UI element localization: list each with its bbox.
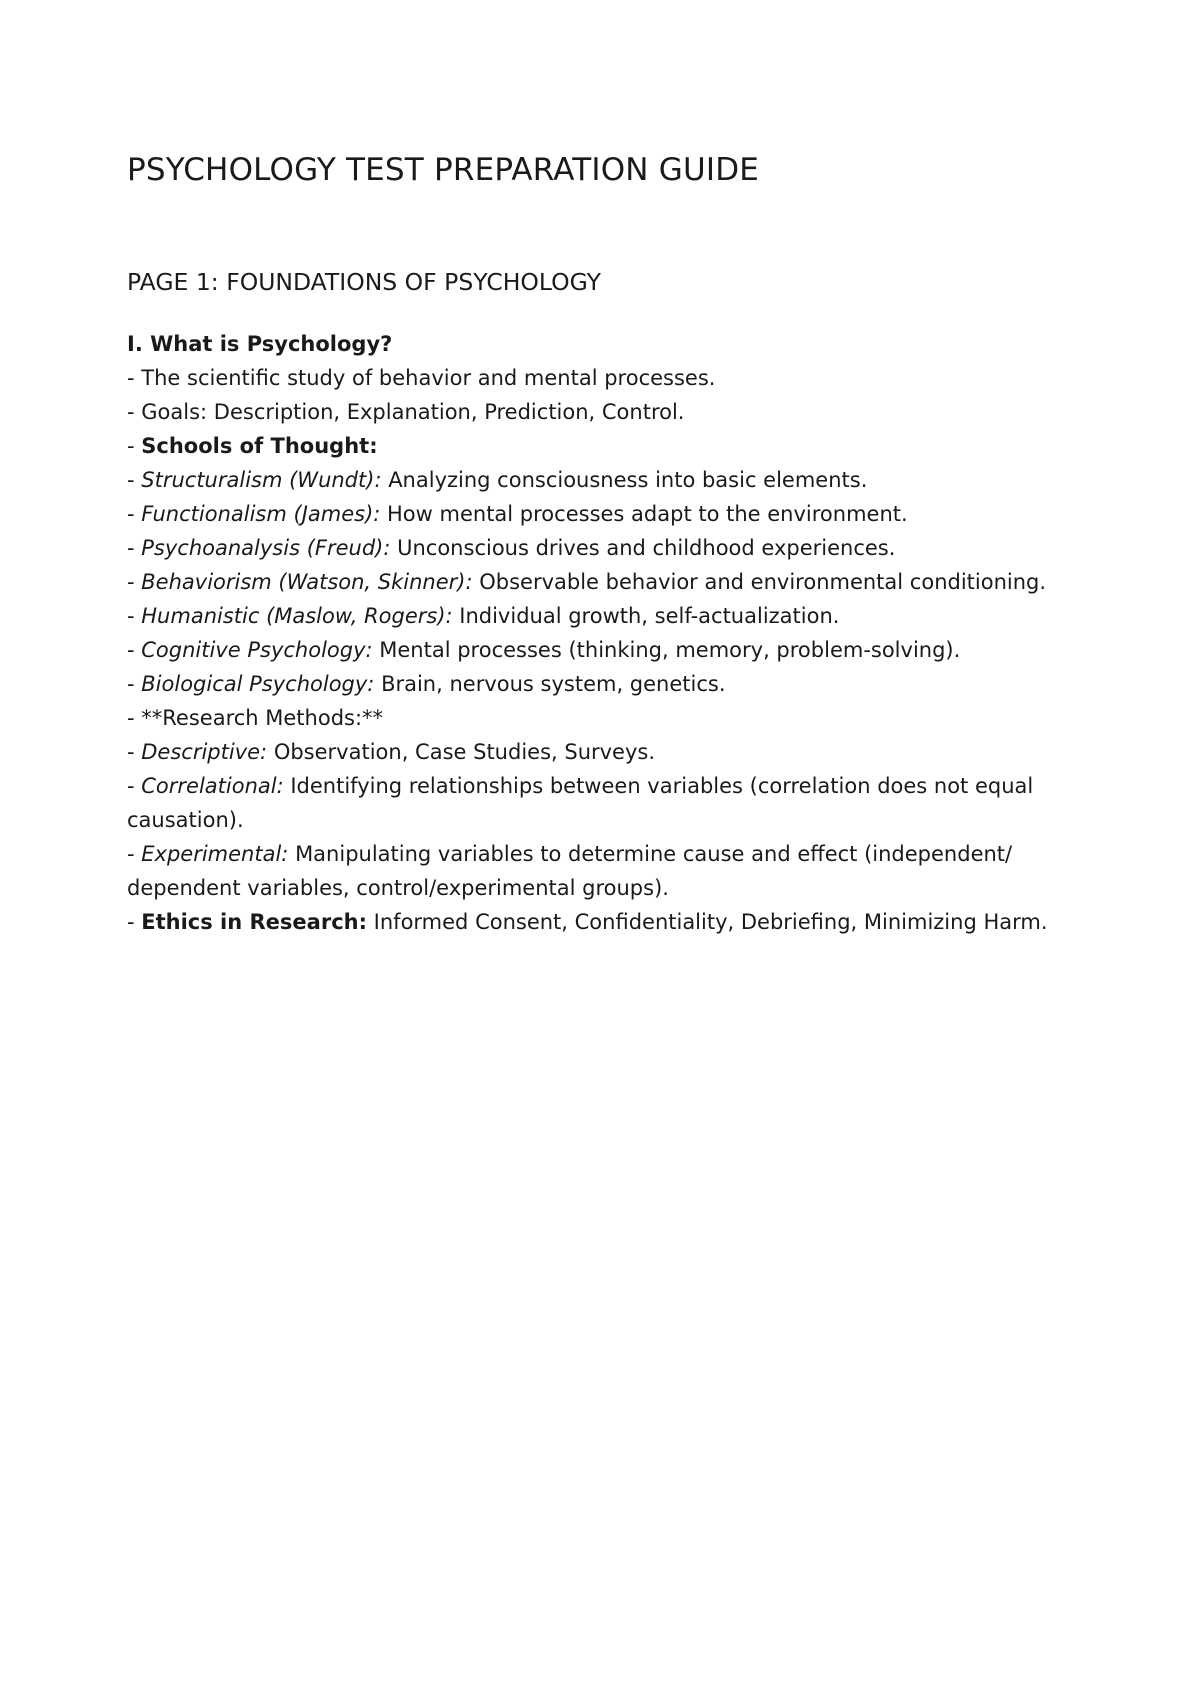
list-item-term: Experimental: <box>141 842 289 866</box>
list-item <box>127 667 1087 701</box>
list-item-prefix: - <box>127 706 142 730</box>
list-item <box>127 531 1087 565</box>
list-item-prefix: - <box>127 842 142 866</box>
list-item-text: Individual growth, self-actualization. <box>452 604 840 628</box>
list-item <box>127 633 1087 667</box>
list-item <box>127 905 1087 939</box>
list-item-text: Informed Consent, Confidentiality, Debriefing, Minimizing Harm. <box>367 910 1048 934</box>
list-item-term: Humanistic (Maslow, Rogers): <box>141 604 453 628</box>
list-item <box>127 735 1087 769</box>
list-item <box>127 769 1087 837</box>
list-item <box>127 361 1087 395</box>
list-item <box>127 429 1087 463</box>
list-item-text: Observable behavior and environmental conditioning. <box>472 570 1047 594</box>
list-item <box>127 497 1087 531</box>
list-item-text: Mental processes (thinking, memory, problem-solving). <box>372 638 961 662</box>
list-item <box>127 395 1087 429</box>
list-item-prefix: - <box>127 740 142 764</box>
list-item <box>127 599 1087 633</box>
list-item-prefix: - <box>127 604 142 628</box>
list-item-prefix: - <box>127 468 142 492</box>
list-item-term: Cognitive Psychology: <box>141 638 373 662</box>
list-item-text: How mental processes adapt to the environment. <box>380 502 908 526</box>
list-item-text: Unconscious drives and childhood experiences. <box>390 536 896 560</box>
section-body <box>127 361 1087 939</box>
list-item-term: Biological Psychology: <box>141 672 375 696</box>
list-item <box>127 701 1087 735</box>
list-item-text: Observation, Case Studies, Surveys. <box>267 740 656 764</box>
list-item-text: Goals: Description, Explanation, Prediction, Control. <box>141 400 685 424</box>
list-item-prefix: - <box>127 672 142 696</box>
list-item-text: The scientific study of behavior and mental processes. <box>141 366 716 390</box>
document-title: PSYCHOLOGY TEST PREPARATION GUIDE <box>127 152 760 188</box>
list-item <box>127 837 1087 905</box>
list-item-term: Descriptive: <box>141 740 268 764</box>
list-item-prefix: - <box>127 400 142 424</box>
list-item-term: Psychoanalysis (Freud): <box>141 536 391 560</box>
list-item-text: Brain, nervous system, genetics. <box>374 672 726 696</box>
list-item-text: Manipulating variables to determine cause and effect (independent/ dependent variables, control/experimental groups). <box>127 842 1013 900</box>
list-item-prefix: - <box>127 910 142 934</box>
section-heading: I. What is Psychology? <box>127 332 393 356</box>
list-item <box>127 565 1087 599</box>
list-item-prefix: - <box>127 502 142 526</box>
list-item-text: Analyzing consciousness into basic elements. <box>381 468 868 492</box>
list-item-prefix: - <box>127 536 142 560</box>
list-item <box>127 463 1087 497</box>
list-item-text: **Research Methods:** <box>141 706 384 730</box>
list-item-term: Behaviorism (Watson, Skinner): <box>141 570 473 594</box>
list-item-text: Identifying relationships between variables (correlation does not equal causation). <box>127 774 1034 832</box>
list-item-prefix: - <box>127 638 142 662</box>
list-item-term: Correlational: <box>141 774 284 798</box>
list-item-term: Functionalism (James): <box>141 502 381 526</box>
list-item-prefix: - <box>127 570 142 594</box>
list-item-prefix: - <box>127 366 142 390</box>
list-item-term: Ethics in Research: <box>141 910 367 934</box>
list-item-term: Structuralism (Wundt): <box>141 468 382 492</box>
list-item-term: Schools of Thought: <box>141 434 378 458</box>
page-heading: PAGE 1: FOUNDATIONS OF PSYCHOLOGY <box>127 268 602 296</box>
document-content <box>127 148 1087 939</box>
list-item-prefix: - <box>127 774 142 798</box>
list-item-prefix: - <box>127 434 142 458</box>
